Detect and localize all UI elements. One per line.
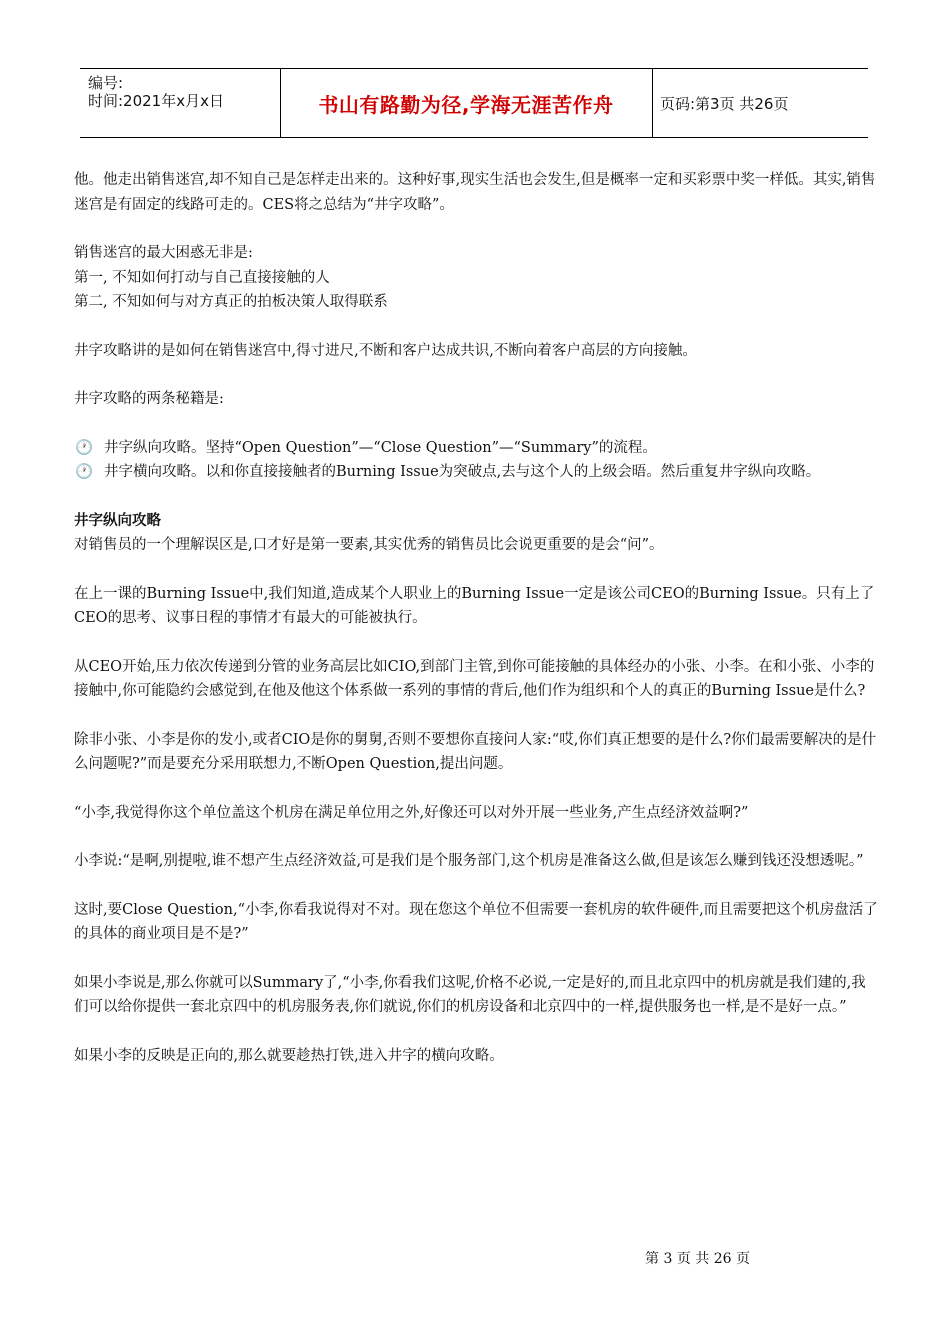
paragraph: 销售迷宫的最大困惑无非是:	[74, 245, 253, 261]
paragraph: 如果小李说是,那么你就可以Summary了,“小李,你看我们这呢,价格不必说,一定是好的,而且北京四中的机房就是我们建的,我们可以给你提供一套北京四中的机房服务表,你们就说,你们的机房设备和北京四中的一样,提供服务也一样,是不是好一点。”	[74, 974, 866, 1015]
header-motto: 书山有路勤为径,学海无涯苦作舟	[280, 69, 653, 137]
paragraph: 井字攻略的两条秘籍是:	[74, 391, 224, 407]
page-footer	[0, 1248, 950, 1268]
clock-icon: 🕐	[74, 439, 94, 456]
paragraph: “小李,我觉得你这个单位盖这个机房在满足单位用之外,好像还可以对外开展一些业务,产生点经济效益啊?”	[74, 804, 749, 821]
bullet-text: 井字纵向攻略。坚持“Open Question”—“Close Question”—“Summary”的流程。	[104, 439, 657, 456]
header-page-info: 页码:第3页 共26页	[660, 94, 789, 113]
section-title: 井字纵向攻略	[74, 512, 161, 529]
paragraph: 井字攻略讲的是如何在销售迷宫中,得寸进尺,不断和客户达成共识,不断向着客户高层的方向接触。	[74, 342, 697, 359]
paragraph: 在上一课的Burning Issue中,我们知道,造成某个人职业上的Burning Issue一定是该公司CEO的Burning Issue。只有上了CEO的思考、议事日程的事情才有最大的可能被执行。	[74, 585, 875, 626]
paragraph: 小李说:“是啊,别提啦,谁不想产生点经济效益,可是我们是个服务部门,这个机房是准备这么做,但是该怎么赚到钱还没想透呢。”	[74, 853, 864, 869]
paragraph: 他。他走出销售迷宫,却不知自己是怎样走出来的。这种好事,现实生活也会发生,但是概率一定和买彩票中奖一样低。其实,销售迷宫是有固定的线路可走的。CES将之总结为“井字攻略”。	[74, 172, 876, 213]
header-meta	[80, 69, 281, 137]
bullet-item	[74, 460, 880, 485]
paragraph: 这时,要Close Question,“小李,你看我说得对不对。现在您这个单位不但需要一套机房的软件硬件,而且需要把这个机房盘活了的具体的商业项目是不是?”	[74, 901, 878, 942]
footer-page-number: 第 3 页 共 26 页	[645, 1251, 750, 1267]
paragraph: 如果小李的反映是正向的,那么就要趁热打铁,进入井字的横向攻略。	[74, 1047, 504, 1064]
page-header	[80, 68, 868, 138]
bullet-item	[74, 436, 880, 461]
document-body	[74, 168, 880, 1068]
paragraph: 对销售员的一个理解误区是,口才好是第一要素,其实优秀的销售员比会说更重要的是会“问”。	[74, 537, 664, 553]
paragraph: 第二, 不知如何与对方真正的拍板决策人取得联系	[74, 294, 388, 310]
paragraph: 第一, 不知如何打动与自己直接接触的人	[74, 269, 330, 286]
clock-icon: 🕐	[74, 464, 94, 480]
paragraph: 除非小张、小李是你的发小,或者CIO是你的舅舅,否则不要想你直接问人家:“哎,你们真正想要的是什么?你们最需要解决的是什么问题呢?”而是要充分采用联想力,不断Open Question,提出问题。	[74, 731, 877, 772]
document-time-label: 时间:2021年x月x日	[88, 92, 224, 110]
bullet-text: 井字横向攻略。以和你直接接触者的Burning Issue为突破点,去与这个人的上级会晤。然后重复井字纵向攻略。	[104, 464, 821, 480]
document-number-label: 编号:	[88, 74, 124, 92]
paragraph: 从CEO开始,压力依次传递到分管的业务高层比如CIO,到部门主管,到你可能接触的具体经办的小张、小李。在和小张、小李的接触中,你可能隐约会感觉到,在他及他这个体系做一系列的事情的背后,他们作为组织和个人的真正的Burning Issue是什么?	[74, 658, 875, 699]
